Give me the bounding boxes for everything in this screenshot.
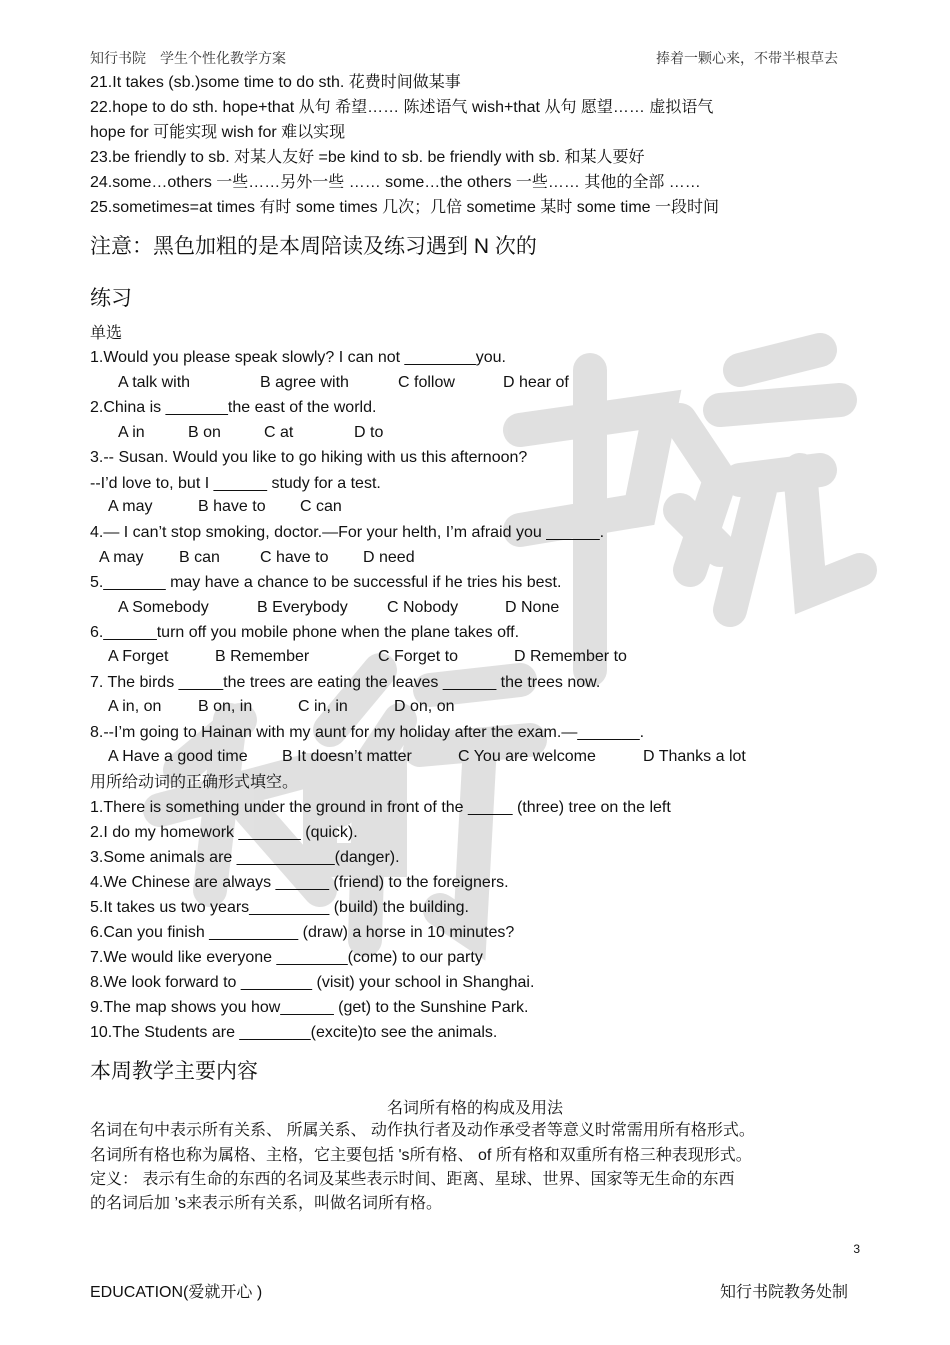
- mc-option: D need: [363, 549, 415, 566]
- header-left: 知行书院 学生个性化教学方案: [90, 50, 286, 66]
- fill-question: 9.The map shows you how______ (get) to the Sunshine Park.: [90, 999, 529, 1016]
- mc-option: D Remember to: [514, 648, 627, 665]
- mc-option: B have to: [198, 498, 266, 515]
- fill-question: 7.We would like everyone ________(come) to our party: [90, 949, 483, 966]
- fill-question: 5.It takes us two years_________ (build) the building.: [90, 899, 469, 916]
- mc-option: A Forget: [108, 648, 169, 665]
- fill-question: 2.I do my homework _______ (quick).: [90, 824, 358, 841]
- mc-option: A in: [118, 424, 145, 441]
- fill-question: 10.The Students are ________(excite)to see the animals.: [90, 1024, 498, 1041]
- note-heading: 注意：黑色加粗的是本周陪读及练习遇到 N 次的: [90, 235, 537, 258]
- mc-option: D None: [505, 599, 560, 616]
- footer-left: EDUCATION(爱就开心 ): [90, 1284, 263, 1301]
- mc-option: C at: [264, 424, 294, 441]
- practice-heading: 练习: [90, 287, 132, 310]
- mc-option: C can: [300, 498, 342, 515]
- mc-option: D to: [354, 424, 384, 441]
- mc-heading: 单选: [90, 325, 123, 342]
- mc-option: D Thanks a lot: [643, 748, 746, 765]
- mc-option: A may: [99, 549, 144, 566]
- week-content-heading: 本周教学主要内容: [90, 1060, 258, 1083]
- mc-option: C Nobody: [387, 599, 459, 616]
- fill-question: 3.Some animals are ___________(danger).: [90, 849, 400, 866]
- mc-option: A may: [108, 498, 153, 515]
- phrase-line: 25.sometimes=at times 有时 some times 几次；几倍 sometime 某时 some time 一段时间: [90, 199, 720, 216]
- mc-option: A in, on: [108, 698, 162, 715]
- mc-option: C You are welcome: [458, 748, 596, 765]
- paragraph-line: 定义： 表示有生命的东西的名词及某些表示时间、距离、星球、世界、国家等无生命的东西: [90, 1171, 735, 1188]
- fill-heading: 用所给动词的正确形式填空。: [90, 774, 299, 791]
- mc-option: C in, in: [298, 698, 348, 715]
- footer-right: 知行书院教务处制: [719, 1284, 848, 1301]
- mc-option: C have to: [260, 549, 329, 566]
- mc-option: B on: [188, 424, 221, 441]
- section-title: 名词所有格的构成及用法: [386, 1100, 563, 1117]
- paragraph-line: 名词所有格也称为属格、主格，它主要包括 's所有格、 of 所有格和双重所有格三种表现形式。: [90, 1147, 752, 1164]
- paragraph-line: 的名词后加 ’s来表示所有关系，叫做名词所有格。: [90, 1195, 443, 1212]
- phrase-line: 22.hope to do sth. hope+that 从句 希望…… 陈述语气 wish+that 从句 愿望…… 虚拟语气: [90, 99, 714, 116]
- mc-question: 6.______turn off you mobile phone when the plane takes off.: [90, 624, 520, 641]
- page-number: 3: [853, 1242, 860, 1256]
- mc-option: A Somebody: [118, 599, 209, 616]
- mc-question: 5._______ may have a chance to be successful if he tries his best.: [90, 574, 562, 591]
- mc-option: B agree with: [260, 374, 349, 391]
- fill-question: 4.We Chinese are always ______ (friend) to the foreigners.: [90, 874, 509, 891]
- mc-option: B Remember: [215, 648, 310, 665]
- fill-question: 8.We look forward to ________ (visit) your school in Shanghai.: [90, 974, 535, 991]
- mc-question: 1.Would you please speak slowly? I can not ________you.: [90, 349, 506, 366]
- mc-question: 3.-- Susan. Would you like to go hiking with us this afternoon?: [90, 449, 528, 466]
- phrase-line: 24.some…others 一些……另外一些 …… some…the others 一些…… 其他的全部 ……: [90, 174, 701, 191]
- mc-question: 7. The birds _____the trees are eating the leaves ______ the trees now.: [90, 674, 601, 691]
- mc-option: A talk with: [118, 374, 191, 391]
- mc-option: D on, on: [394, 698, 455, 715]
- phrase-line: hope for 可能实现 wish for 难以实现: [90, 124, 346, 141]
- phrase-line: 21.It takes (sb.)some time to do sth. 花费时间做某事: [90, 74, 461, 91]
- mc-option: A Have a good time: [108, 748, 248, 765]
- mc-option: B can: [179, 549, 220, 566]
- mc-option: B Everybody: [257, 599, 348, 616]
- paragraph-line: 名词在句中表示所有关系、 所属关系、 动作执行者及动作承受者等意义时常需用所有格形式。: [90, 1122, 755, 1139]
- mc-question-line2: --I’d love to, but I ______ study for a test.: [90, 475, 381, 492]
- mc-option: B on, in: [198, 698, 253, 715]
- mc-option: D hear of: [503, 374, 569, 391]
- fill-question: 1.There is something under the ground in front of the _____ (three) tree on the left: [90, 799, 671, 816]
- header-right: 捧着一颗心来，不带半根草去: [656, 50, 838, 66]
- mc-option: B It doesn’t matter: [282, 748, 412, 765]
- mc-option: C Forget to: [378, 648, 459, 665]
- fill-question: 6.Can you finish __________ (draw) a horse in 10 minutes?: [90, 924, 515, 941]
- mc-question: 4.— I can’t stop smoking, doctor.—For your helth, I’m afraid you ______.: [90, 524, 605, 541]
- mc-question: 8.--I’m going to Hainan with my aunt for my holiday after the exam.—_______.: [90, 724, 645, 741]
- mc-option: C follow: [398, 374, 455, 391]
- phrase-line: 23.be friendly to sb. 对某人友好 =be kind to sb. be friendly with sb. 和某人要好: [90, 149, 645, 166]
- mc-question: 2.China is _______the east of the world.: [90, 399, 377, 416]
